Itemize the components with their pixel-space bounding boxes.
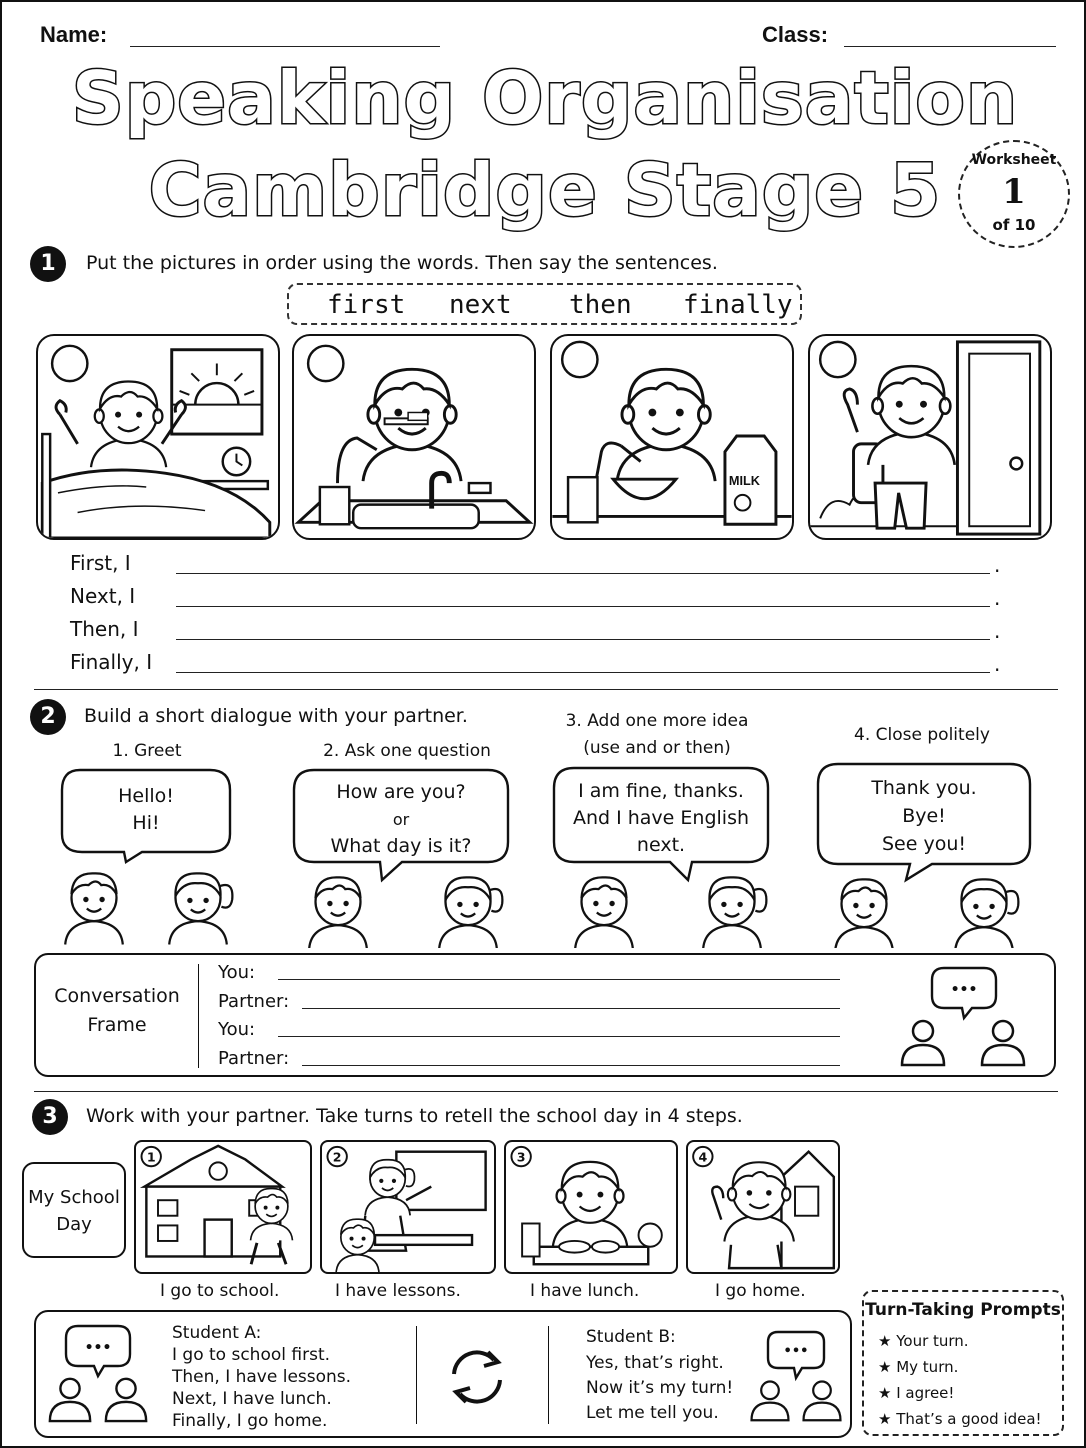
order-circle[interactable]: [562, 342, 597, 377]
two-people-talking-icon: [744, 1328, 846, 1426]
worksheet-number-badge: [958, 140, 1070, 248]
class-label: Class:: [762, 22, 829, 47]
frame-label-you: You:: [218, 962, 256, 983]
prompts-title: Turn-Taking Prompts: [865, 1300, 1061, 1320]
frame-line-you[interactable]: [278, 979, 840, 980]
frame-divider: [198, 964, 199, 1068]
script-divider: [416, 1326, 417, 1424]
name-write-line[interactable]: [130, 46, 440, 47]
sentence-end-mark: .: [994, 619, 1001, 643]
sentence-line-first[interactable]: [176, 573, 990, 574]
section-divider: [34, 1091, 1058, 1092]
two-people-talking-icon: [42, 1322, 154, 1426]
word-next: next: [449, 290, 512, 320]
swap-turns-icon: [442, 1342, 512, 1412]
step-label-greet: 1. Greet: [112, 741, 182, 761]
conversation-frame-title: Conversation Frame: [54, 985, 180, 1036]
sentence-end-mark: .: [994, 586, 1001, 610]
boy-waking-up-icon: [38, 336, 278, 538]
school-building-icon: [136, 1142, 310, 1272]
section-number-1: 1: [30, 246, 66, 282]
svg-text:3: 3: [516, 1149, 526, 1165]
section-divider: [34, 689, 1058, 690]
word-finally: finally: [683, 290, 793, 320]
sentence-line-finally[interactable]: [176, 672, 990, 673]
sentence-end-mark: .: [994, 652, 1001, 676]
order-circle[interactable]: [308, 346, 343, 381]
worksheet-title-line2: Cambridge Stage 5: [148, 148, 942, 232]
svg-text:4: 4: [698, 1149, 708, 1165]
step-label-add-line2: (use and or then): [583, 738, 731, 758]
sentence-end-mark: .: [994, 553, 1001, 577]
sentence-label-first: First, I: [70, 551, 131, 575]
prompt-your-turn: ★ Your turn.: [878, 1332, 969, 1350]
bubble-close-text: Thank you. Bye! See you!: [871, 777, 977, 855]
student-a-title: Student A:: [172, 1323, 262, 1343]
student-a-line-1: I go to school first.: [172, 1345, 331, 1365]
bubble-ask-text: How are you? or What day is it?: [330, 781, 472, 857]
section2-instruction: Build a short dialogue with your partner.: [84, 705, 468, 727]
word-first: first: [327, 290, 406, 320]
frame-label-partner: Partner:: [218, 1048, 290, 1069]
sentence-line-next[interactable]: [176, 606, 990, 607]
frame-label-partner: Partner:: [218, 991, 290, 1012]
girl-kid-icon: [955, 879, 1018, 948]
girl-kid-icon: [703, 877, 766, 948]
school-picture-2: [320, 1140, 496, 1274]
sentence-label-next: Next, I: [70, 584, 136, 608]
caption-have-lunch: I have lunch.: [530, 1281, 640, 1301]
bubble-greet-text: Hello! Hi!: [118, 785, 174, 834]
order-circle[interactable]: [52, 346, 87, 381]
step-label-close: 4. Close politely: [854, 725, 990, 745]
boy-eating-breakfast-icon: [552, 336, 792, 538]
boy-eating-lunch-icon: [506, 1142, 676, 1272]
boy-kid-icon: [575, 877, 633, 948]
picture-panel-breakfast: [550, 334, 794, 540]
student-a-line-2: Then, I have lessons.: [172, 1367, 352, 1387]
section-number-2: 2: [30, 699, 66, 735]
worksheet-title-line1: Speaking Organisation: [71, 56, 1019, 140]
frame-line-partner[interactable]: [302, 1065, 840, 1066]
step-label-ask: 2. Ask one question: [323, 741, 491, 761]
prompt-good-idea: ★ That’s a good idea!: [878, 1410, 1042, 1428]
sentence-label-finally: Finally, I: [70, 650, 153, 674]
boy-kid-icon: [65, 873, 123, 944]
caption-go-to-school: I go to school.: [160, 1281, 280, 1301]
classroom-lesson-icon: [322, 1142, 494, 1272]
frame-line-you[interactable]: [278, 1036, 840, 1037]
school-picture-3: [504, 1140, 678, 1274]
caption-go-home: I go home.: [715, 1281, 806, 1301]
svg-text:1: 1: [146, 1149, 156, 1165]
section-number-3: 3: [32, 1099, 68, 1135]
student-b-line-1: Yes, that’s right.: [586, 1353, 724, 1373]
svg-text:2: 2: [332, 1149, 342, 1165]
my-school-day-label: My School Day: [22, 1162, 126, 1258]
milk-carton-label: MILK: [728, 473, 760, 489]
step-label-add-line1: 3. Add one more idea: [565, 711, 749, 731]
picture-panel-wake-up: [36, 334, 280, 540]
word-bank: [287, 283, 802, 325]
boy-leaving-home-icon: [810, 336, 1050, 538]
badge-total: of 10: [992, 216, 1036, 234]
frame-label-you: You:: [218, 1019, 256, 1040]
badge-label: Worksheet: [971, 152, 1057, 168]
section1-instruction: Put the pictures in order using the words. Then say the sentences.: [86, 252, 718, 274]
name-label: Name:: [40, 22, 108, 47]
student-b-line-2: Now it’s my turn!: [586, 1378, 734, 1398]
script-divider: [548, 1326, 549, 1424]
student-a-line-4: Finally, I go home.: [172, 1411, 328, 1431]
student-b-line-3: Let me tell you.: [586, 1403, 719, 1423]
section3-instruction: Work with your partner. Take turns to retell the school day in 4 steps.: [86, 1105, 743, 1127]
picture-panel-brush-teeth: [292, 334, 536, 540]
boy-going-home-icon: [688, 1142, 838, 1272]
school-picture-1: [134, 1140, 312, 1274]
caption-have-lessons: I have lessons.: [335, 1281, 461, 1301]
turn-taking-prompts: [862, 1290, 1064, 1436]
boy-kid-icon: [309, 877, 367, 948]
order-circle[interactable]: [820, 342, 855, 377]
two-people-talking-icon: [892, 964, 1032, 1070]
school-picture-4: [686, 1140, 840, 1274]
frame-line-partner[interactable]: [302, 1008, 840, 1009]
sentence-label-then: Then, I: [70, 617, 139, 641]
prompt-i-agree: ★ I agree!: [878, 1384, 955, 1402]
bubble-add-text: I am fine, thanks. And I have English next.: [572, 780, 750, 856]
class-write-line[interactable]: [844, 46, 1056, 47]
picture-panel-leave-home: [808, 334, 1052, 540]
svg-text:•••: •••: [950, 982, 978, 998]
svg-text:•••: •••: [84, 1340, 112, 1356]
sentence-line-then[interactable]: [176, 639, 990, 640]
student-a-line-3: Next, I have lunch.: [172, 1389, 332, 1409]
badge-number: 1: [1002, 172, 1026, 212]
student-b-title: Student B:: [586, 1327, 676, 1347]
girl-kid-icon: [169, 873, 232, 944]
word-then: then: [569, 290, 632, 320]
girl-kid-icon: [439, 877, 502, 948]
prompt-my-turn: ★ My turn.: [878, 1358, 959, 1376]
svg-text:•••: •••: [783, 1344, 809, 1359]
boy-brushing-teeth-icon: [294, 336, 534, 538]
boy-kid-icon: [835, 879, 893, 948]
